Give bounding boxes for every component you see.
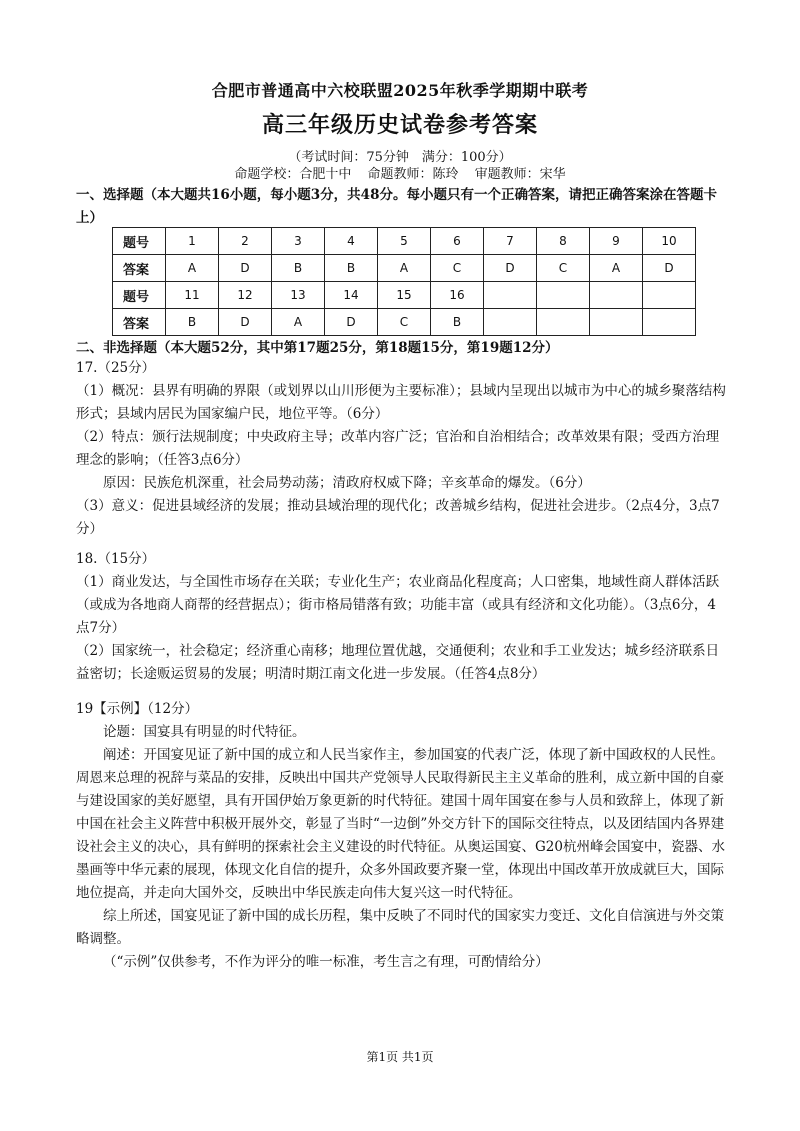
section1-heading: 一、选择题（本大题共16小题，每小题3分，共48分。每小题只有一个正确答案，请把正确答案涂在答题卡上） [76, 187, 717, 226]
q18-part2: （2）国家统一，社会稳定；经济重心南移；地理位置优越，交通便利；农业和手工业发达；城乡经济联系日益密切；长途贩运贸易的发展；明清时期江南文化进一步发展。（任答4点8分） [76, 643, 720, 682]
table-cell: D [219, 309, 272, 336]
table-cell: 4 [325, 228, 378, 255]
section2-heading: 二、非选择题（本大题52分，其中第17题25分，第18题15分，第19题12分） [76, 340, 559, 356]
table-cell [537, 309, 590, 336]
table-cell: 11 [166, 282, 219, 309]
answer-row [113, 309, 696, 336]
table-cell: 10 [643, 228, 696, 255]
table-cell [643, 309, 696, 336]
table-cell: 1 [166, 228, 219, 255]
document-subtitle: 合肥市普通高中六校联盟2025年秋季学期期中联考 [211, 81, 589, 100]
table-cell: 9 [590, 228, 643, 255]
table-cell: A [272, 309, 325, 336]
table-cell [537, 282, 590, 309]
table-cell: 6 [431, 228, 484, 255]
exam-info: （考试时间：75分钟 满分：100分） [288, 150, 512, 165]
table-cell: A [166, 255, 219, 282]
answer-row [113, 255, 696, 282]
q17-part1: （1）概况：县界有明确的界限（或划界以山川形便为主要标准）；县域内呈现出以城市为中心的城乡聚落结构形式；县域内居民为国家编户民，地位平等。（6分） [76, 383, 726, 422]
row-label: 题号 [113, 282, 166, 309]
page-number: 第1页 共1页 [366, 1050, 434, 1064]
table-cell: 14 [325, 282, 378, 309]
table-cell: C [537, 255, 590, 282]
table-cell: A [378, 255, 431, 282]
table-cell: 3 [272, 228, 325, 255]
table-cell: C [378, 309, 431, 336]
q17-part3: （3）意义：促进县域经济的发展；推动县域治理的现代化；改善城乡结构，促进社会进步。（2点4分，3点7分） [76, 498, 720, 537]
table-cell: B [431, 309, 484, 336]
q17-reasons: 原因：民族危机深重，社会局势动荡；清政府权威下降；辛亥革命的爆发。（6分） [103, 475, 591, 491]
author-info [0, 163, 800, 182]
table-cell [643, 282, 696, 309]
table-cell: 2 [219, 228, 272, 255]
q19-conclusion: 综上所述，国宴见证了新中国的成长历程，集中反映了不同时代的国家实力变迁、文化自信演进与外交策略调整。 [76, 908, 724, 947]
q19-block [76, 698, 726, 974]
row-label: 答案 [113, 309, 166, 336]
q18-part1: （1）商业发达，与全国性市场存在关联；专业化生产；农业商品化程度高；人口密集，地域性商人群体活跃（或成为各地商人商帮的经营据点）；街市格局错落有致；功能丰富（或具有经济和文化功能）。（3点6分，4点7分） [76, 574, 720, 636]
table-cell: D [219, 255, 272, 282]
question-number-row [113, 228, 696, 255]
table-cell: 15 [378, 282, 431, 309]
row-label: 题号 [113, 228, 166, 255]
table-cell [484, 309, 537, 336]
q17-part2: （2）特点：颁行法规制度；中央政府主导；改革内容广泛；官治和自治相结合；改革效果有限；受西方治理理念的影响；（任答3点6分） [76, 429, 720, 468]
document-title: 高三年级历史试卷参考答案 [261, 112, 538, 138]
table-cell [484, 282, 537, 309]
reviewer-label: 审题教师：宋华 [474, 167, 566, 182]
table-cell: B [166, 309, 219, 336]
teacher-label: 命题教师：陈玲 [367, 167, 459, 182]
table-cell: 7 [484, 228, 537, 255]
table-cell: D [643, 255, 696, 282]
table-cell: 5 [378, 228, 431, 255]
table-cell: C [431, 255, 484, 282]
question-number-row [113, 282, 696, 309]
row-label: 答案 [113, 255, 166, 282]
q19-elaboration: 阐述：开国宴见证了新中国的成立和人民当家作主，参加国宴的代表广泛，体现了新中国政权的人民性。周恩来总理的祝辞与菜品的安排，反映出中国共产党领导人民取得新民主主义革命的胜利，成立新中国的自豪与建设国家的美好愿望，具有开国伊始万象更新的时代特征。建国十周年国宴在参与人员和致辞上，体现了新中国在社会主义阵营中积极开展外交，彰显了当时“一边倒”外交方针下的国际交往特点，以及团结国内各界建设社会主义的决心，具有鲜明的探索社会主义建设的时代特征。从奥运国宴、G20杭州峰会国宴中，瓷器、水墨画等中华元素的展现，体现文化自信的提升，众多外国政要齐聚一堂，体现出中国改革开放成就巨大，国际地位提高，并走向大国外交，反映出中华民族走向伟大复兴这一时代特征。 [76, 747, 725, 901]
table-cell: 16 [431, 282, 484, 309]
q19-note: （“示例”仅供参考，不作为评分的唯一标准，考生言之有理，可酌情给分） [103, 954, 549, 970]
q18-title: 18.（15分） [76, 551, 156, 567]
table-cell: A [590, 255, 643, 282]
table-cell: 13 [272, 282, 325, 309]
table-cell: 8 [537, 228, 590, 255]
q17-block [76, 357, 726, 541]
table-cell: B [272, 255, 325, 282]
table-cell: D [325, 309, 378, 336]
q19-thesis: 论题：国宴具有明显的时代特征。 [103, 724, 306, 740]
table-cell: D [484, 255, 537, 282]
q18-block [76, 548, 726, 686]
table-cell: 12 [219, 282, 272, 309]
table-cell: B [325, 255, 378, 282]
answer-table [112, 227, 696, 336]
q19-title: 19【示例】（12分） [76, 701, 199, 717]
q17-title: 17.（25分） [76, 360, 156, 376]
table-cell [590, 309, 643, 336]
table-cell [590, 282, 643, 309]
school-label: 命题学校：合肥十中 [234, 167, 352, 182]
